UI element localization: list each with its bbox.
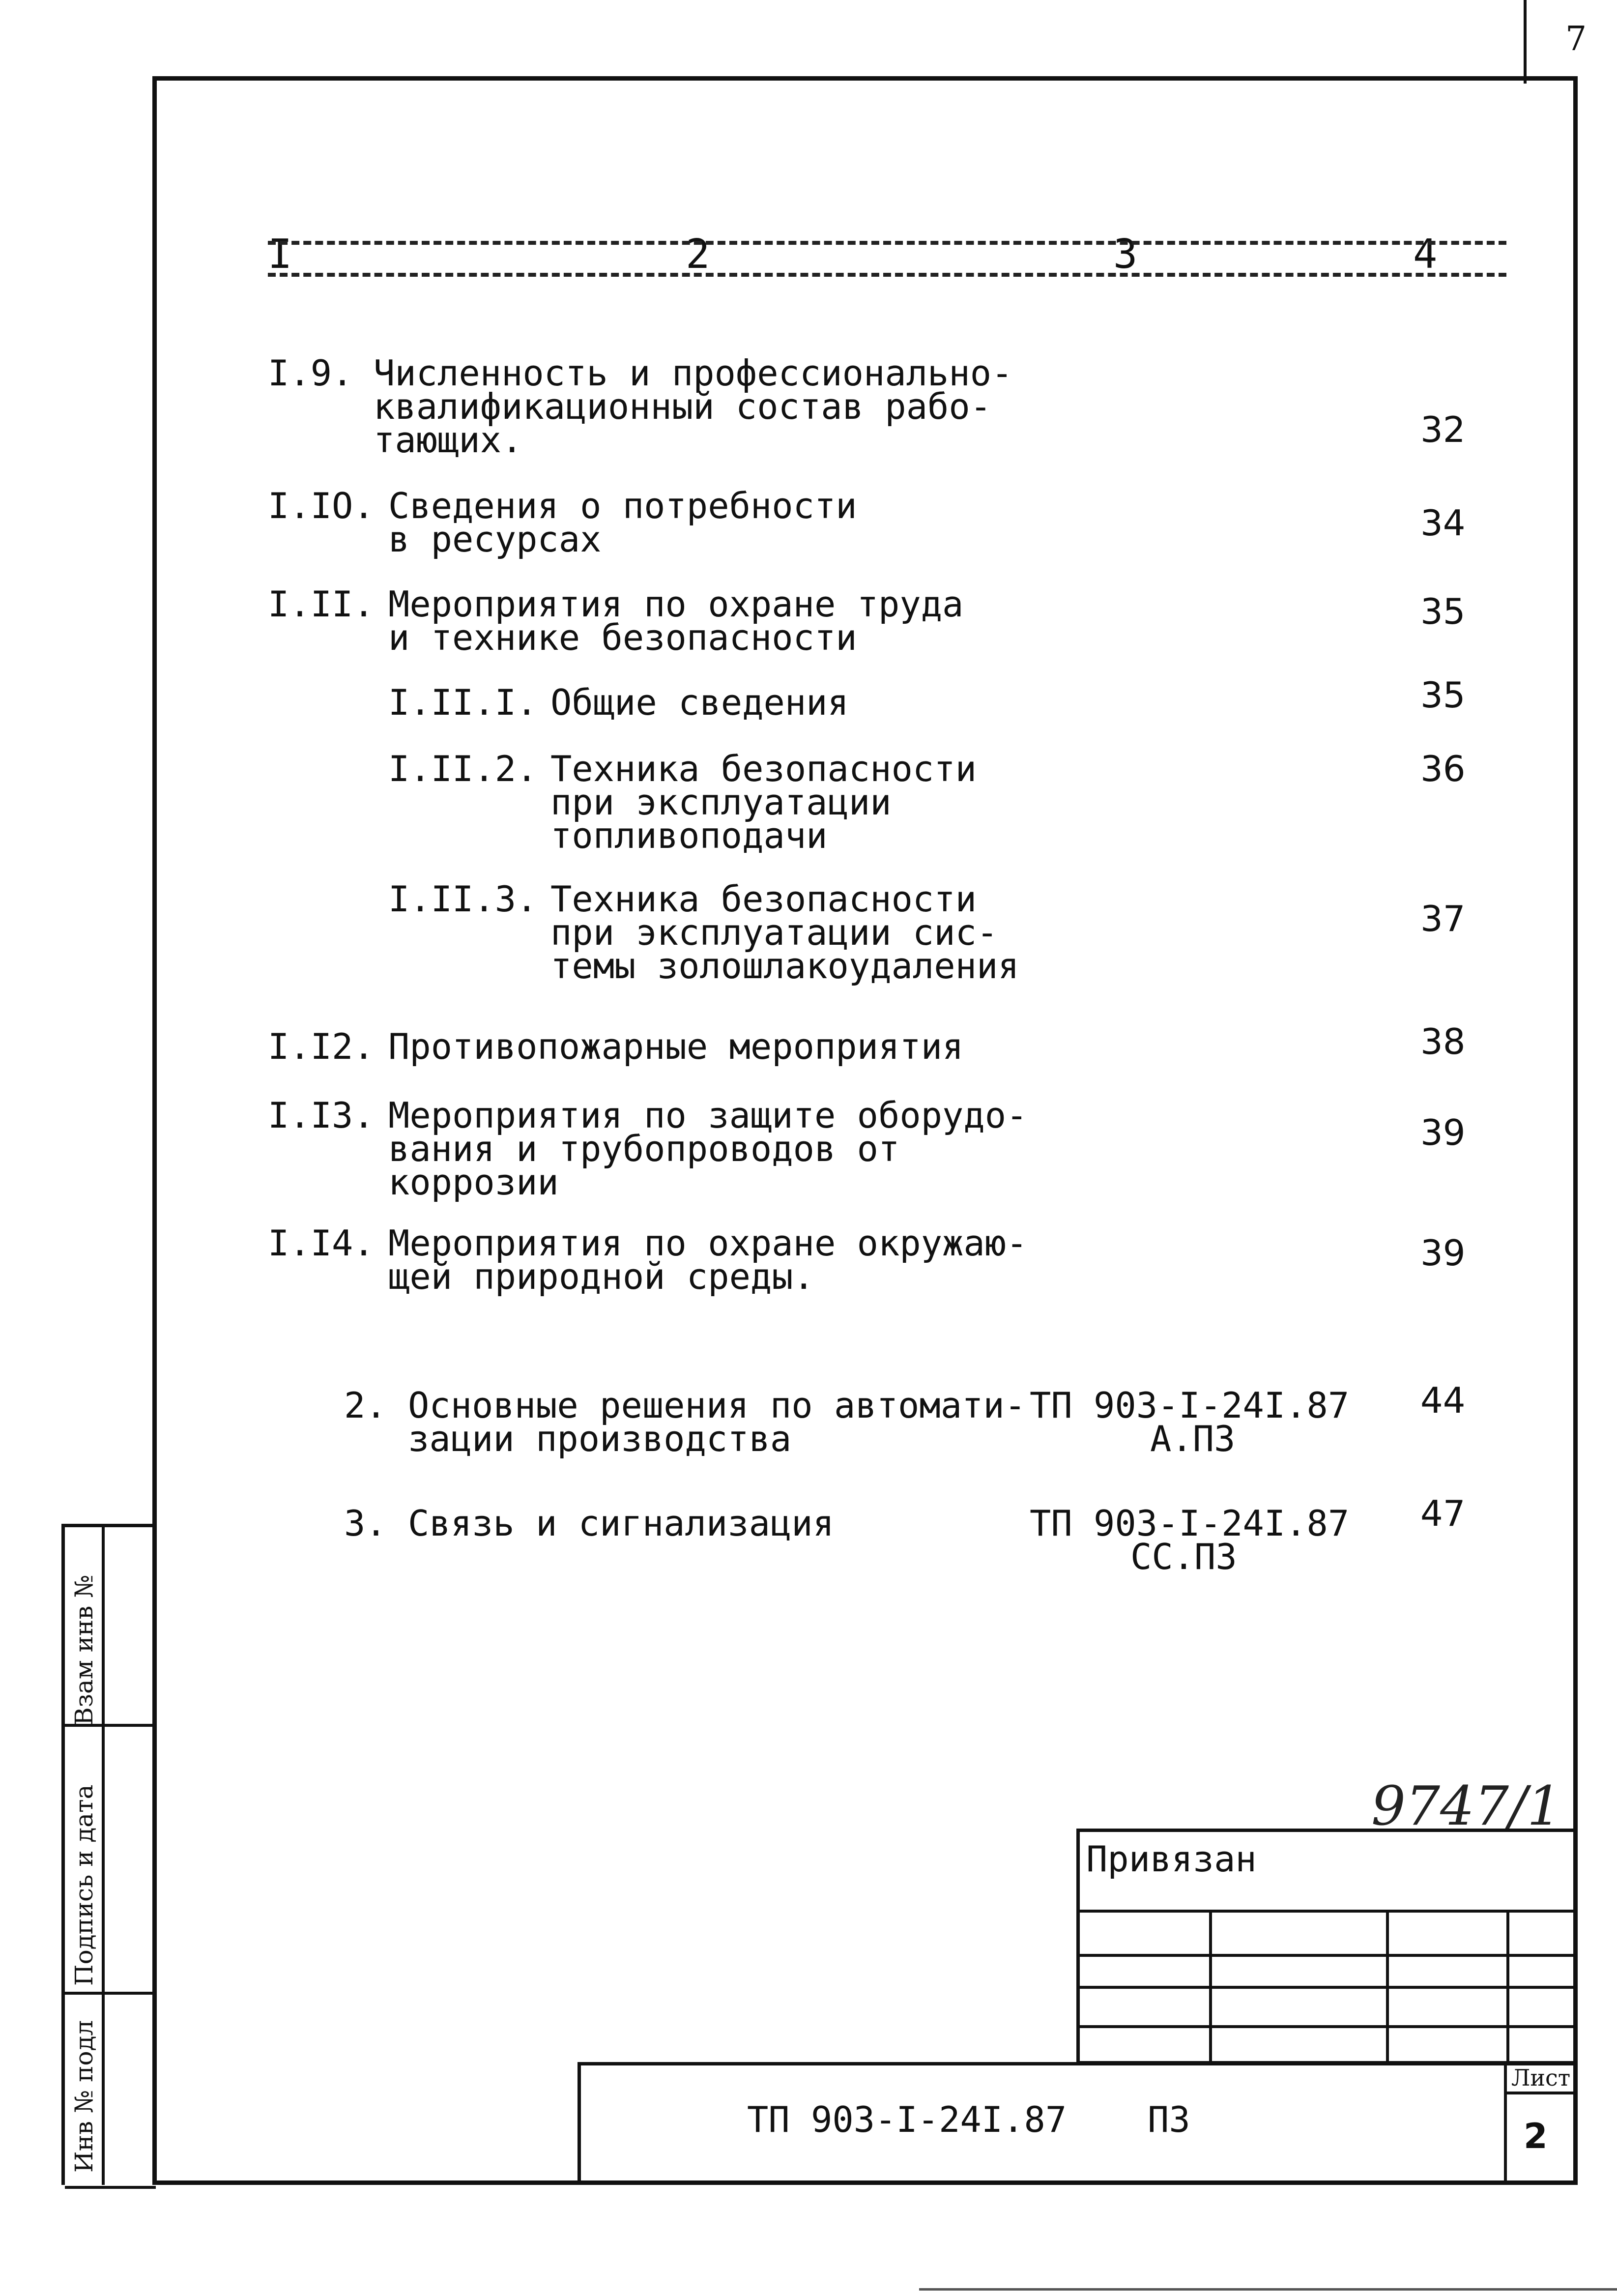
entry-title-line: при эксплуатации xyxy=(550,782,892,823)
sheet-label: Лист xyxy=(1511,2064,1571,2091)
entry-number: I.I2. xyxy=(268,1026,375,1067)
stamp-line xyxy=(1076,2025,1578,2028)
entry-number: I.II.2. xyxy=(388,748,538,789)
entry-title-line: Сведения о потребности xyxy=(388,485,857,526)
side-label-inv: Инв № подл xyxy=(70,2020,98,2173)
entry-number: I.9. xyxy=(268,352,353,394)
entry-title-line: Противопожарные мероприятия xyxy=(388,1026,964,1067)
entry-number: I.IO. xyxy=(268,485,375,526)
header-dash-line-top xyxy=(268,241,1506,245)
entry-page: 44 xyxy=(1420,1380,1466,1421)
entry-page: 35 xyxy=(1420,591,1466,632)
column-header-2: 2 xyxy=(686,231,710,278)
side-segment-line xyxy=(65,1992,156,1995)
entry-reference: А.ПЗ xyxy=(1150,1418,1236,1459)
title-block xyxy=(578,2062,1578,2185)
sheet-cell-divider xyxy=(1504,2062,1507,2185)
stamp-column-line xyxy=(1386,1910,1389,2064)
entry-title-line: вания и трубопроводов от xyxy=(388,1128,900,1169)
corner-divider xyxy=(1524,0,1527,84)
side-label-vzam: Взам инв № xyxy=(70,1574,98,1725)
column-header-4: 4 xyxy=(1413,231,1438,278)
handwritten-number: 9747/1 xyxy=(1371,1774,1561,1837)
entry-title-line: Связь и сигнализация xyxy=(408,1503,834,1544)
stamp-column-line xyxy=(1209,1910,1212,2064)
side-label-podpis: Подпись и дата xyxy=(70,1784,98,1986)
entry-page: 32 xyxy=(1420,409,1466,450)
entry-title-line: Основные решения по автомати- xyxy=(408,1385,1026,1426)
entry-number: 2. xyxy=(344,1385,387,1426)
corner-page-number: 7 xyxy=(1565,20,1587,58)
entry-page: 36 xyxy=(1420,748,1466,789)
entry-page: 35 xyxy=(1420,674,1466,716)
sheet-cell-line xyxy=(1504,2092,1578,2094)
entry-page: 39 xyxy=(1420,1232,1466,1274)
entry-number: I.I3. xyxy=(268,1095,375,1136)
entry-number: 3. xyxy=(344,1503,387,1544)
entry-title-line: Мероприятия по защите оборудо- xyxy=(388,1095,1028,1136)
entry-page: 34 xyxy=(1420,502,1466,544)
column-header-3: 3 xyxy=(1113,231,1138,278)
entry-title-line: Численность и профессионально- xyxy=(374,352,1013,394)
stamp-line xyxy=(1076,1986,1578,1989)
entry-number: I.I4. xyxy=(268,1222,375,1264)
entry-title-line: тающих. xyxy=(374,419,523,461)
entry-number: I.II. xyxy=(268,583,375,625)
entry-title-line: Техника безопасности xyxy=(550,748,977,789)
stamp-line xyxy=(1076,1910,1578,1913)
entry-title-line: зации производства xyxy=(408,1418,792,1459)
entry-title-line: коррозии xyxy=(388,1162,559,1203)
entry-reference: ТП 903-I-24I.87 xyxy=(1030,1385,1350,1426)
entry-title-line: топливоподачи xyxy=(550,815,828,856)
entry-title-line: темы золошлакоудаления xyxy=(550,945,1019,987)
entry-title-line: квалификационный состав рабо- xyxy=(374,386,992,427)
entry-reference: СС.ПЗ xyxy=(1130,1536,1237,1577)
entry-page: 38 xyxy=(1420,1021,1466,1062)
entry-title-line: щей природной среды. xyxy=(388,1256,814,1297)
entry-number: I.II.I. xyxy=(388,682,538,723)
scan-edge-line xyxy=(919,2288,1617,2291)
side-segment-line xyxy=(65,2186,156,2189)
entry-reference: ТП 903-I-24I.87 xyxy=(1030,1503,1350,1544)
entry-title-line: Общие сведения xyxy=(550,682,849,723)
entry-title-line: в ресурсах xyxy=(388,519,602,560)
header-dash-line-bottom xyxy=(268,273,1506,277)
entry-title-line: Мероприятия по охране труда xyxy=(388,583,964,625)
stamp-line xyxy=(1076,1954,1578,1957)
side-divider xyxy=(102,1527,105,2185)
binding-label: Привязан xyxy=(1086,1838,1257,1880)
entry-page: 39 xyxy=(1420,1112,1466,1153)
entry-page: 47 xyxy=(1420,1493,1466,1534)
title-doc-code: ТП 903-I-24I.87 xyxy=(747,2099,1067,2140)
entry-title-line: Мероприятия по охране окружаю- xyxy=(388,1222,1028,1264)
entry-title-line: Техника безопасности xyxy=(550,878,977,920)
entry-number: I.II.3. xyxy=(388,878,538,920)
title-doc-type: ПЗ xyxy=(1148,2099,1190,2140)
entry-title-line: и технике безопасности xyxy=(388,617,857,658)
stamp-column-line xyxy=(1506,1910,1509,2064)
entry-title-line: при эксплуатации сис- xyxy=(550,912,998,953)
entry-page: 37 xyxy=(1420,898,1466,939)
column-header-1: I xyxy=(268,231,292,278)
sheet-number: 2 xyxy=(1524,2116,1548,2156)
